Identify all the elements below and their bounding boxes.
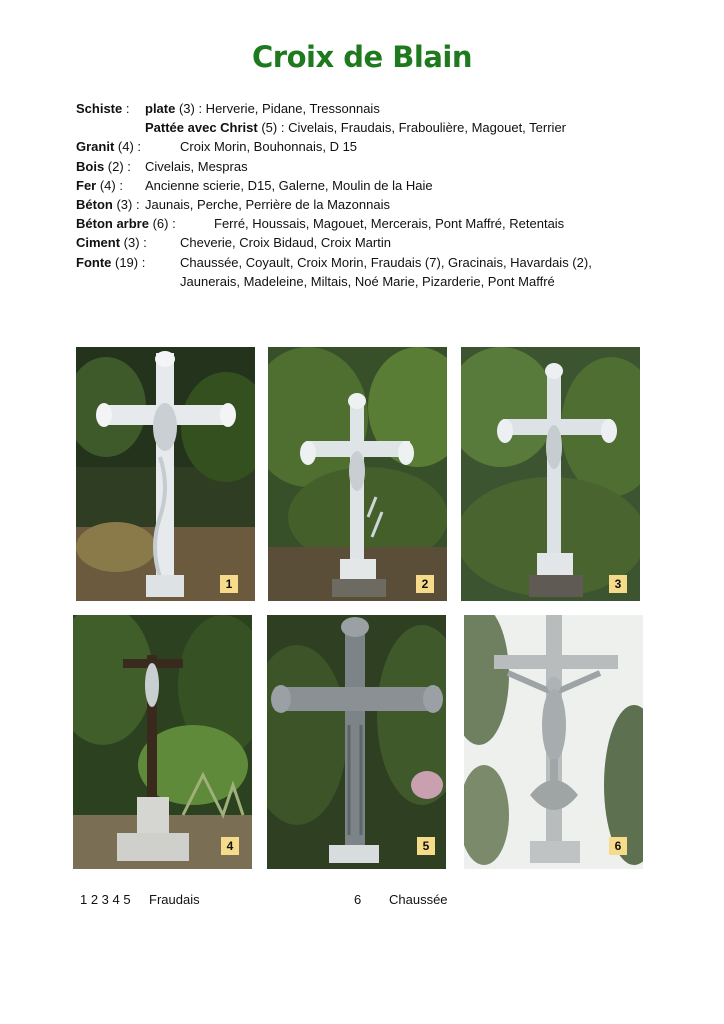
caption-right-number: 6 — [354, 892, 362, 907]
list-item — [76, 195, 676, 214]
list-label-count: (4) : — [96, 177, 123, 193]
list-value: Jaunerais, Madeleine, Miltais, Noé Marie, Pizarderie, Pont Maffré — [180, 273, 555, 289]
caption-right-place: Chaussée — [389, 892, 448, 907]
list-label: Fer — [76, 177, 97, 193]
caption-left-numbers: 1 2 3 4 5 — [80, 892, 131, 907]
cross-illustration — [76, 347, 255, 601]
list-item — [76, 233, 676, 252]
cross-type-list — [76, 99, 676, 291]
list-label: Béton arbre — [76, 216, 149, 232]
photo-number-badge: 4 — [221, 837, 239, 855]
cross-photo — [73, 615, 252, 869]
list-item — [76, 99, 676, 118]
cross-photo — [268, 347, 447, 601]
list-value: (3) : Herverie, Pidane, Tressonnais — [175, 101, 380, 116]
list-label: Fonte — [76, 254, 112, 270]
list-label-count: (19) : — [111, 254, 146, 270]
list-label-count: (3) : — [112, 196, 140, 212]
list-item — [76, 253, 676, 272]
photo-number-badge: 5 — [417, 837, 435, 855]
list-subtype: Pattée avec Christ — [145, 120, 258, 136]
list-label-count: : — [122, 101, 130, 116]
list-item — [76, 272, 676, 291]
cross-illustration — [267, 615, 446, 869]
cross-illustration — [268, 347, 447, 601]
list-value: Croix Morin, Bouhonnais, D 15 — [180, 139, 358, 155]
photo-number-badge: 3 — [609, 575, 627, 593]
list-item — [76, 157, 676, 176]
list-label-count: (2) : — [104, 158, 131, 174]
caption-left-place: Fraudais — [149, 892, 200, 907]
list-label-count: (4) : — [114, 139, 142, 155]
list-label: Béton — [76, 196, 113, 212]
list-item — [76, 137, 676, 156]
photo-number-badge: 1 — [220, 575, 238, 593]
list-value: (5) : Civelais, Fraudais, Fraboulière, Magouet, Terrier — [257, 120, 567, 136]
photo-number-badge: 6 — [609, 837, 627, 855]
list-item — [76, 176, 676, 195]
cross-illustration — [461, 347, 640, 601]
list-value: Jaunais, Perche, Perrière de la Mazonnais — [145, 196, 390, 212]
list-value: Chaussée, Coyault, Croix Morin, Fraudais (7), Gracinais, Havardais (2), — [180, 254, 592, 270]
list-label-count: (3) : — [120, 235, 147, 251]
list-label: Ciment — [76, 235, 121, 251]
cross-photo — [267, 615, 446, 869]
list-label: Granit — [76, 139, 115, 155]
photo-number-badge: 2 — [416, 575, 434, 593]
list-label-count: (6) : — [148, 216, 176, 232]
page-title: Croix de Blain — [252, 40, 472, 74]
list-item — [76, 214, 676, 233]
cross-illustration — [464, 615, 643, 869]
list-label: Schiste — [76, 101, 123, 116]
list-item — [76, 118, 676, 137]
list-value: Cheverie, Croix Bidaud, Croix Martin — [180, 235, 391, 251]
cross-photo — [464, 615, 643, 869]
list-value: Ferré, Houssais, Magouet, Mercerais, Pont Maffré, Retentais — [214, 216, 565, 232]
list-subtype: plate — [145, 101, 176, 116]
list-value: Civelais, Mespras — [145, 158, 248, 174]
list-label: Bois — [76, 158, 105, 174]
list-value: Ancienne scierie, D15, Galerne, Moulin de la Haie — [145, 177, 433, 193]
cross-photo — [461, 347, 640, 601]
cross-illustration — [73, 615, 252, 869]
cross-photo — [76, 347, 255, 601]
